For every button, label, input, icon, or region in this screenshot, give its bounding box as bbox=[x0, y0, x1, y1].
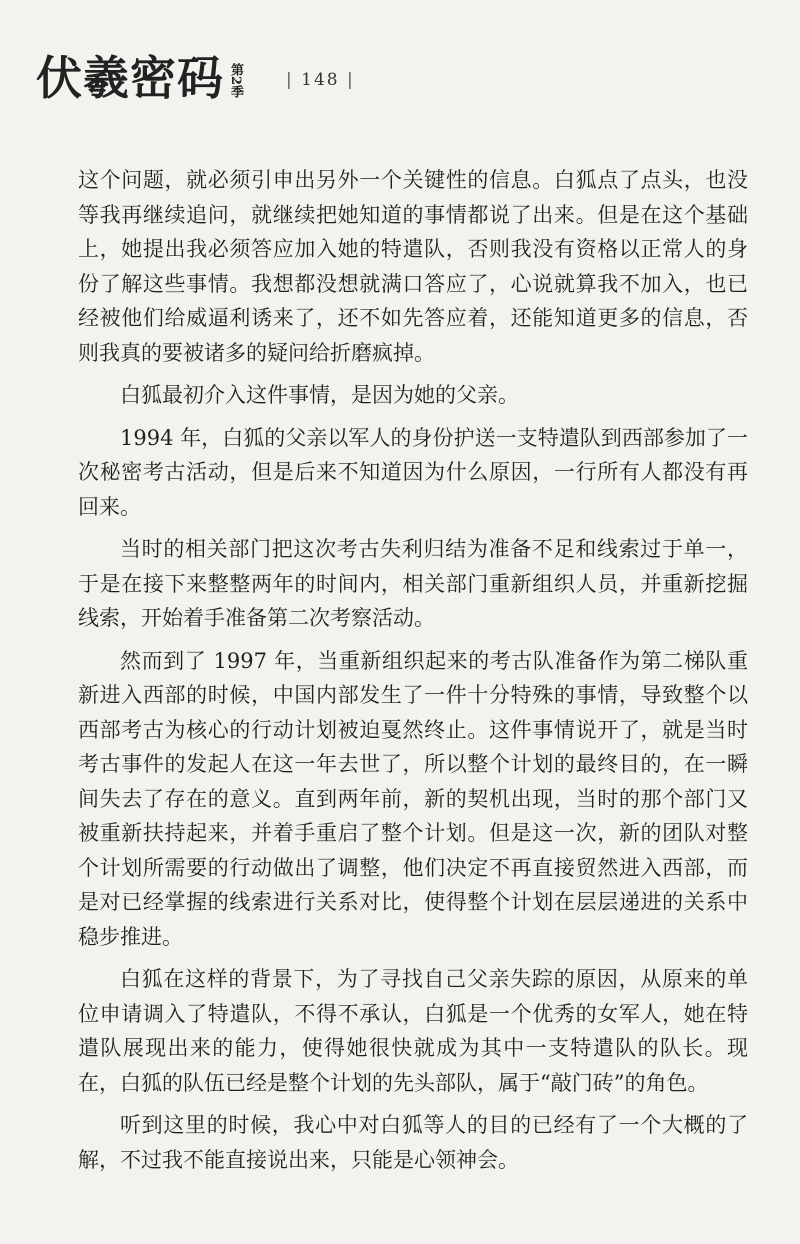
page-number-value: 148 bbox=[301, 70, 340, 90]
paragraph-6: 白狐在这样的背景下，为了寻找自己父亲失踪的原因，从原来的单位申请调入了特遣队，不得不承认，白狐是一个优秀的女军人，她在特遣队展现出来的能力，使得她很快就成为其中一支特遣队的队长。现在，白狐的队伍已经是整个计划的先头部队，属于“敲门砖”的角色。 bbox=[78, 967, 748, 1095]
paragraph-7: 听到这里的时候，我心中对白狐等人的目的已经有了一个大概的了解，不过我不能直接说出来，只能是心领神会。 bbox=[78, 1113, 748, 1172]
page-number: | 148 | bbox=[286, 70, 355, 90]
running-header bbox=[36, 52, 355, 104]
paragraph-3: 1994 年，白狐的父亲以军人的身份护送一支特遣队到西部参加了一次秘密考古活动，但是后来不知道因为什么原因，一行所有人都没有再回来。 bbox=[78, 425, 748, 519]
paragraph-2: 白狐最初介入这件事情，是因为她的父亲。 bbox=[120, 383, 519, 407]
book-title: 伏羲密码 bbox=[36, 51, 224, 105]
paragraph-1: 这个问题，就必须引申出另外一个关键性的信息。白狐点了点头，也没等我再继续追问，就继续把她知道的事情都说了出来。但是在这个基础上，她提出我必须答应加入她的特遣队，否则我没有资格以正常人的身份了解这些事情。我想都没想就满口答应了，心说就算我不加入，也已经被他们给威逼利诱来了，还不如先答应着，还能知道更多的信息，否则我真的要被诸多的疑问给折磨疯掉。 bbox=[78, 168, 748, 365]
body-text bbox=[78, 163, 748, 1185]
season-label: 第2季 bbox=[228, 62, 243, 98]
paragraph-5: 然而到了 1997 年，当重新组织起来的考古队准备作为第二梯队重新进入西部的时候，中国内部发生了一件十分特殊的事情，导致整个以西部考古为核心的行动计划被迫戛然终止。这件事情说开了，就是当时考古事件的发起人在这一年去世了，所以整个计划的最终目的，在一瞬间失去了存在的意义。直到两年前，新的契机出现，当时的那个部门又被重新扶持起来，并着手重启了整个计划。但是这一次，新的团队对整个计划所需要的行动做出了调整，他们决定不再直接贸然进入西部，而是对已经掌握的线索进行关系对比，使得整个计划在层层递进的关系中稳步推进。 bbox=[78, 648, 748, 949]
paragraph-4: 当时的相关部门把这次考古失利归结为准备不足和线索过于单一，于是在接下来整整两年的时间内，相关部门重新组织人员，并重新挖掘线索，开始着手准备第二次考察活动。 bbox=[78, 537, 748, 630]
